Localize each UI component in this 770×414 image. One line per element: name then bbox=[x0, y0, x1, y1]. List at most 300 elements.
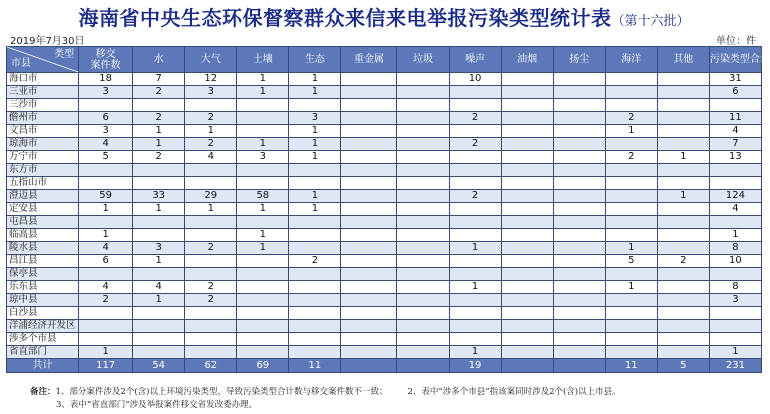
table-cell bbox=[79, 99, 133, 112]
table-row bbox=[7, 242, 762, 255]
table-cell bbox=[605, 99, 657, 112]
table-cell: 2 bbox=[185, 112, 237, 125]
col-header-transfer-count bbox=[79, 47, 133, 73]
table-cell bbox=[237, 307, 289, 320]
table-cell: 33 bbox=[133, 190, 185, 203]
table-cell: 4 bbox=[79, 281, 133, 294]
table-cell bbox=[397, 151, 449, 164]
table-cell bbox=[341, 346, 397, 359]
table-cell bbox=[341, 151, 397, 164]
table-cell bbox=[605, 216, 657, 229]
table-row bbox=[7, 138, 762, 151]
table-cell: 3 bbox=[79, 86, 133, 99]
table-cell bbox=[657, 112, 709, 125]
table-row bbox=[7, 125, 762, 138]
table-cell bbox=[553, 216, 605, 229]
table-cell bbox=[237, 320, 289, 333]
table-cell bbox=[185, 268, 237, 281]
table-cell bbox=[657, 281, 709, 294]
table-row bbox=[7, 281, 762, 294]
county-name: 洋浦经济开发区 bbox=[7, 320, 79, 333]
table-cell: 1 bbox=[289, 151, 341, 164]
remarks-line1 bbox=[30, 386, 760, 399]
county-name: 保亭县 bbox=[7, 268, 79, 281]
table-cell bbox=[341, 229, 397, 242]
corner-county-label: 市县 bbox=[11, 58, 31, 69]
table-cell: 4 bbox=[185, 151, 237, 164]
table-cell bbox=[501, 73, 553, 86]
table-cell bbox=[449, 177, 501, 190]
col-header: 重金属 bbox=[341, 47, 397, 73]
county-name: 屯昌县 bbox=[7, 216, 79, 229]
table-cell: 1 bbox=[709, 229, 761, 242]
table-cell: 1 bbox=[289, 203, 341, 216]
table-cell bbox=[553, 294, 605, 307]
table-cell: 1 bbox=[289, 190, 341, 203]
table-cell bbox=[289, 320, 341, 333]
total-cell: 5 bbox=[657, 359, 709, 373]
table-cell: 1 bbox=[449, 281, 501, 294]
table-cell bbox=[237, 333, 289, 346]
table-cell: 1 bbox=[237, 242, 289, 255]
table-cell bbox=[133, 164, 185, 177]
table-cell bbox=[605, 86, 657, 99]
table-row bbox=[7, 151, 762, 164]
table-cell bbox=[397, 138, 449, 151]
table-cell: 2 bbox=[133, 112, 185, 125]
county-name: 白沙县 bbox=[7, 307, 79, 320]
table-cell: 1 bbox=[709, 346, 761, 359]
table-cell bbox=[553, 281, 605, 294]
county-name: 定安县 bbox=[7, 203, 79, 216]
table-cell bbox=[397, 125, 449, 138]
table-cell: 2 bbox=[449, 138, 501, 151]
table-cell bbox=[397, 229, 449, 242]
table-cell bbox=[553, 112, 605, 125]
table-cell bbox=[185, 346, 237, 359]
table-cell: 1 bbox=[237, 86, 289, 99]
table-row bbox=[7, 346, 762, 359]
table-cell bbox=[709, 268, 761, 281]
county-name: 临高县 bbox=[7, 229, 79, 242]
table-cell bbox=[341, 255, 397, 268]
total-cell bbox=[341, 359, 397, 373]
table-cell: 1 bbox=[185, 203, 237, 216]
table-cell bbox=[553, 268, 605, 281]
table-cell bbox=[553, 138, 605, 151]
table-cell bbox=[553, 333, 605, 346]
table-cell bbox=[289, 281, 341, 294]
table-cell bbox=[657, 242, 709, 255]
table-cell: 2 bbox=[657, 255, 709, 268]
remark-2: 2、表中“涉多个市县”指该案同时涉及2个(含)以上市县。 bbox=[407, 387, 621, 397]
table-cell: 5 bbox=[605, 255, 657, 268]
table-cell bbox=[553, 125, 605, 138]
table-cell bbox=[397, 216, 449, 229]
table-cell bbox=[397, 268, 449, 281]
table-cell: 11 bbox=[709, 112, 761, 125]
table-cell bbox=[341, 203, 397, 216]
corner-type-label: 类型 bbox=[54, 49, 75, 60]
table-cell: 4 bbox=[709, 203, 761, 216]
table-cell bbox=[657, 307, 709, 320]
table-cell: 4 bbox=[133, 281, 185, 294]
table-cell: 18 bbox=[79, 73, 133, 86]
table-cell bbox=[397, 112, 449, 125]
table-cell: 3 bbox=[237, 151, 289, 164]
table-cell bbox=[553, 190, 605, 203]
table-cell bbox=[657, 294, 709, 307]
table-cell: 1 bbox=[133, 255, 185, 268]
county-name: 昌江县 bbox=[7, 255, 79, 268]
table-cell bbox=[397, 99, 449, 112]
table-cell bbox=[237, 281, 289, 294]
table-cell bbox=[341, 73, 397, 86]
table-cell bbox=[133, 307, 185, 320]
table-cell bbox=[605, 294, 657, 307]
table-cell bbox=[657, 138, 709, 151]
table-cell bbox=[553, 151, 605, 164]
table-cell bbox=[501, 333, 553, 346]
table-row bbox=[7, 73, 762, 86]
total-label: 共计 bbox=[7, 359, 79, 373]
pollution-statistics-table bbox=[6, 46, 770, 373]
table-cell bbox=[289, 164, 341, 177]
total-cell: 11 bbox=[289, 359, 341, 373]
table-cell bbox=[709, 320, 761, 333]
table-cell: 1 bbox=[605, 281, 657, 294]
table-cell bbox=[133, 333, 185, 346]
table-cell bbox=[289, 307, 341, 320]
county-name: 澄迈县 bbox=[7, 190, 79, 203]
table-cell bbox=[605, 307, 657, 320]
table-cell: 10 bbox=[449, 73, 501, 86]
table-cell bbox=[449, 268, 501, 281]
table-cell: 12 bbox=[185, 73, 237, 86]
table-cell bbox=[341, 242, 397, 255]
table-cell bbox=[657, 229, 709, 242]
table-cell bbox=[79, 320, 133, 333]
table-cell bbox=[553, 255, 605, 268]
table-cell bbox=[133, 177, 185, 190]
total-cell bbox=[501, 359, 553, 373]
table-cell bbox=[341, 125, 397, 138]
total-cell: 11 bbox=[605, 359, 657, 373]
table-row bbox=[7, 294, 762, 307]
table-cell bbox=[185, 320, 237, 333]
table-cell: 13 bbox=[709, 151, 761, 164]
remark-1: 1、部分案件涉及2个(含)以上环境污染类型，导致污染类型合计数与移交案件数不一致； bbox=[55, 387, 388, 397]
transfer-line1: 移交 bbox=[95, 48, 116, 60]
col-header: 污染类型合计 bbox=[709, 47, 761, 73]
table-cell: 1 bbox=[185, 125, 237, 138]
table-cell: 1 bbox=[237, 73, 289, 86]
table-cell bbox=[449, 294, 501, 307]
table-cell bbox=[553, 307, 605, 320]
table-cell bbox=[237, 346, 289, 359]
table-cell bbox=[605, 229, 657, 242]
table-cell bbox=[449, 216, 501, 229]
county-name: 五指山市 bbox=[7, 177, 79, 190]
table-row bbox=[7, 164, 762, 177]
table-cell bbox=[449, 320, 501, 333]
total-cell: 117 bbox=[79, 359, 133, 373]
table-cell bbox=[709, 307, 761, 320]
col-header: 油烟 bbox=[501, 47, 553, 73]
table-cell bbox=[657, 177, 709, 190]
unit-label: 单位：件 bbox=[716, 36, 756, 47]
table-cell bbox=[501, 99, 553, 112]
table-cell bbox=[79, 307, 133, 320]
county-name: 东方市 bbox=[7, 164, 79, 177]
table-cell bbox=[185, 177, 237, 190]
table-row bbox=[7, 86, 762, 99]
county-name: 乐东县 bbox=[7, 281, 79, 294]
table-cell bbox=[185, 307, 237, 320]
table-cell bbox=[553, 73, 605, 86]
table-cell bbox=[341, 99, 397, 112]
total-cell bbox=[553, 359, 605, 373]
table-meta bbox=[8, 32, 758, 46]
table-cell bbox=[605, 177, 657, 190]
total-cell: 69 bbox=[237, 359, 289, 373]
table-cell: 2 bbox=[605, 112, 657, 125]
table-cell: 58 bbox=[237, 190, 289, 203]
table-cell bbox=[397, 177, 449, 190]
table-row bbox=[7, 333, 762, 346]
county-name: 三亚市 bbox=[7, 86, 79, 99]
table-cell bbox=[397, 320, 449, 333]
table-row bbox=[7, 190, 762, 203]
table-cell bbox=[341, 281, 397, 294]
table-cell bbox=[289, 242, 341, 255]
remarks-label: 备注： bbox=[30, 387, 56, 397]
table-cell bbox=[553, 86, 605, 99]
table-cell bbox=[501, 229, 553, 242]
col-header: 水 bbox=[133, 47, 185, 73]
table-cell: 1 bbox=[237, 203, 289, 216]
table-cell bbox=[289, 333, 341, 346]
corner-header bbox=[7, 47, 79, 73]
table-cell: 2 bbox=[605, 151, 657, 164]
table-row bbox=[7, 320, 762, 333]
table-cell bbox=[501, 112, 553, 125]
table-cell: 7 bbox=[709, 138, 761, 151]
table-cell: 2 bbox=[185, 242, 237, 255]
table-cell bbox=[289, 294, 341, 307]
table-cell: 1 bbox=[79, 346, 133, 359]
table-cell bbox=[397, 255, 449, 268]
table-cell bbox=[79, 268, 133, 281]
table-cell bbox=[79, 333, 133, 346]
table-cell bbox=[501, 86, 553, 99]
table-cell bbox=[501, 203, 553, 216]
table-cell bbox=[605, 73, 657, 86]
table-cell: 4 bbox=[709, 125, 761, 138]
table-cell: 4 bbox=[79, 138, 133, 151]
table-cell: 1 bbox=[657, 190, 709, 203]
table-cell bbox=[185, 99, 237, 112]
table-cell: 1 bbox=[79, 203, 133, 216]
table-row bbox=[7, 112, 762, 125]
table-cell bbox=[501, 190, 553, 203]
table-cell: 2 bbox=[185, 281, 237, 294]
county-name: 陵水县 bbox=[7, 242, 79, 255]
table-cell bbox=[605, 138, 657, 151]
table-cell: 1 bbox=[133, 203, 185, 216]
table-cell: 3 bbox=[185, 86, 237, 99]
table-cell bbox=[237, 112, 289, 125]
table-cell bbox=[501, 255, 553, 268]
header-row bbox=[7, 47, 762, 73]
table-cell: 1 bbox=[605, 242, 657, 255]
table-cell: 124 bbox=[709, 190, 761, 203]
table-cell: 4 bbox=[79, 242, 133, 255]
table-row bbox=[7, 268, 762, 281]
table-cell bbox=[657, 99, 709, 112]
table-cell: 3 bbox=[289, 112, 341, 125]
table-cell bbox=[133, 99, 185, 112]
table-cell bbox=[553, 242, 605, 255]
remarks bbox=[30, 386, 760, 412]
table-cell bbox=[397, 164, 449, 177]
table-row bbox=[7, 99, 762, 112]
table-cell bbox=[605, 164, 657, 177]
table-cell bbox=[553, 164, 605, 177]
table-cell bbox=[289, 216, 341, 229]
table-cell bbox=[709, 333, 761, 346]
col-header: 大气 bbox=[185, 47, 237, 73]
table-cell bbox=[185, 164, 237, 177]
table-cell bbox=[289, 268, 341, 281]
table-cell: 1 bbox=[289, 138, 341, 151]
table-cell bbox=[501, 125, 553, 138]
table-cell bbox=[709, 164, 761, 177]
table-cell bbox=[397, 294, 449, 307]
table-cell bbox=[657, 86, 709, 99]
table-cell bbox=[397, 73, 449, 86]
table-cell bbox=[341, 216, 397, 229]
title-main: 海南省中央生态环保督察群众来信来电举报污染类型统计表 bbox=[78, 6, 612, 30]
table-row bbox=[7, 255, 762, 268]
table-cell bbox=[133, 268, 185, 281]
title-batch: （第十六批） bbox=[611, 14, 690, 29]
table-cell bbox=[289, 346, 341, 359]
total-cell: 62 bbox=[185, 359, 237, 373]
table-cell bbox=[341, 294, 397, 307]
table-cell: 1 bbox=[133, 294, 185, 307]
table-cell bbox=[289, 229, 341, 242]
table-cell bbox=[237, 294, 289, 307]
county-name: 文昌市 bbox=[7, 125, 79, 138]
table-cell: 1 bbox=[605, 125, 657, 138]
table-cell: 1 bbox=[449, 242, 501, 255]
table-cell bbox=[185, 229, 237, 242]
table-cell bbox=[605, 268, 657, 281]
table-cell: 7 bbox=[133, 73, 185, 86]
table-cell bbox=[341, 333, 397, 346]
table-cell bbox=[397, 333, 449, 346]
total-cell: 19 bbox=[449, 359, 501, 373]
table-cell: 1 bbox=[133, 138, 185, 151]
table-cell bbox=[501, 307, 553, 320]
table-cell: 1 bbox=[289, 73, 341, 86]
table-cell bbox=[657, 320, 709, 333]
table-cell: 6 bbox=[79, 112, 133, 125]
table-cell: 1 bbox=[133, 125, 185, 138]
table-cell bbox=[501, 320, 553, 333]
table-cell bbox=[185, 216, 237, 229]
county-name: 万宁市 bbox=[7, 151, 79, 164]
table-cell bbox=[133, 229, 185, 242]
county-name: 海口市 bbox=[7, 73, 79, 86]
table-cell bbox=[79, 216, 133, 229]
table-cell bbox=[289, 99, 341, 112]
table-cell bbox=[501, 164, 553, 177]
table-cell bbox=[133, 216, 185, 229]
table-cell bbox=[449, 86, 501, 99]
total-row bbox=[7, 359, 762, 373]
table-cell bbox=[341, 177, 397, 190]
table-cell bbox=[657, 346, 709, 359]
table-cell: 2 bbox=[185, 294, 237, 307]
col-header: 其他 bbox=[657, 47, 709, 73]
table-cell bbox=[449, 307, 501, 320]
table-cell bbox=[397, 281, 449, 294]
table-cell bbox=[449, 164, 501, 177]
table-cell: 1 bbox=[237, 138, 289, 151]
table-cell: 31 bbox=[709, 73, 761, 86]
table-cell bbox=[397, 242, 449, 255]
table-cell: 3 bbox=[133, 242, 185, 255]
total-cell: 54 bbox=[133, 359, 185, 373]
table-cell bbox=[657, 203, 709, 216]
table-cell bbox=[553, 99, 605, 112]
table-cell bbox=[553, 177, 605, 190]
table-cell: 2 bbox=[133, 86, 185, 99]
table-cell bbox=[449, 229, 501, 242]
table-row bbox=[7, 307, 762, 320]
table-row bbox=[7, 203, 762, 216]
table-cell: 3 bbox=[79, 125, 133, 138]
table-cell bbox=[553, 320, 605, 333]
table-cell bbox=[449, 99, 501, 112]
county-name: 涉多个市县 bbox=[7, 333, 79, 346]
table-cell bbox=[605, 190, 657, 203]
table-cell bbox=[657, 333, 709, 346]
table-cell bbox=[397, 190, 449, 203]
table-cell bbox=[341, 307, 397, 320]
table-cell bbox=[501, 177, 553, 190]
county-name: 三沙市 bbox=[7, 99, 79, 112]
county-name: 琼海市 bbox=[7, 138, 79, 151]
table-cell: 2 bbox=[133, 151, 185, 164]
table-cell: 3 bbox=[709, 294, 761, 307]
table-cell bbox=[237, 125, 289, 138]
table-cell: 1 bbox=[79, 229, 133, 242]
table-cell: 1 bbox=[237, 229, 289, 242]
county-name: 儋州市 bbox=[7, 112, 79, 125]
table-cell bbox=[289, 177, 341, 190]
table-cell bbox=[237, 99, 289, 112]
col-header: 海洋 bbox=[605, 47, 657, 73]
table-cell bbox=[605, 320, 657, 333]
total-cell: 231 bbox=[709, 359, 761, 373]
county-name: 琼中县 bbox=[7, 294, 79, 307]
col-header: 噪声 bbox=[449, 47, 501, 73]
table-cell bbox=[657, 125, 709, 138]
table-cell bbox=[501, 242, 553, 255]
